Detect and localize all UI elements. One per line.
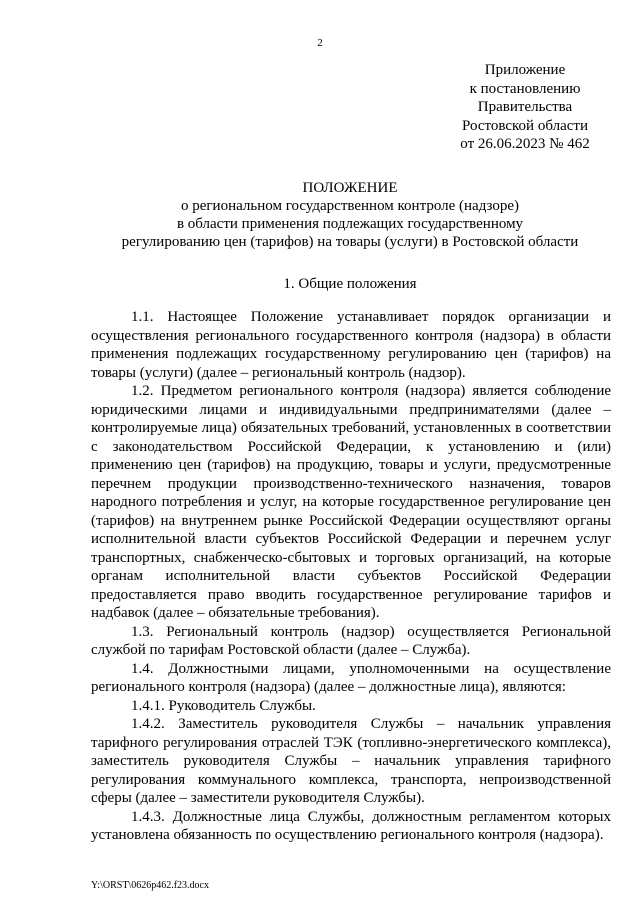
page-number: 2 xyxy=(317,37,323,49)
title-line: регулированию цен (тарифов) на товары (услуги) в Ростовской области xyxy=(121,234,579,250)
section-body xyxy=(91,308,611,845)
appendix-line: к постановлению xyxy=(469,80,581,97)
paragraph: 1.3. Региональный контроль (надзор) осуществляется Региональной службой по тарифам Ростовской области (далее – Служба). xyxy=(91,623,611,658)
title-line: в области применения подлежащих государственному xyxy=(176,216,524,232)
paragraph: 1.2. Предметом регионального контроля (надзора) является соблюдение юридическими лицами и индивидуальными предпринимателями (далее – контролируемые лица) обязательных требований, установленных в соответствии с законодательством Российской Федерации, к установлению и (или) применению цен (тарифов) на продукцию, товары и услуги, предусмотренные перечнем продукции производственно-технического назначения, товаров народного потребления и услуг, на которые государственное регулирование цен (тарифов) на внутреннем рынке Российской Федерации осуществляют органы исполнительной власти субъектов Российской Федерации и перечнем услуг транспортных, снабженческо-сбытовых и торговых организаций, на которые органам исполнительной власти субъектов Российской Федерации предоставляется право вводить государственное регулирование тарифов и надбавок (далее – обязательные требования). xyxy=(91,383,611,621)
paragraph: 1.4. Должностными лицами, уполномоченными на осуществление регионального контроля (надзора) (далее – должностные лица), являются: xyxy=(91,660,611,695)
paragraph: 1.4.2. Заместитель руководителя Службы – начальник управления тарифного регулирования отраслей ТЭК (топливно-энергетического комплекса), заместитель руководителя Службы – начальник управления тарифного регулирования коммунального комплекса, транспорта, непроизводственной сферы (далее – заместители руководителя Службы). xyxy=(91,716,611,806)
appendix-line: Ростовской области xyxy=(462,117,588,134)
paragraph: 1.1. Настоящее Положение устанавливает порядок организации и осуществления регионального государственного контроля (надзора) в области применения подлежащих государственному регулированию цен (тарифов) на товары (услуги) (далее – региональный контроль (надзор). xyxy=(91,309,611,381)
footer-file-path: Y:\ORST\0626p462.f23.docx xyxy=(91,880,209,891)
document-title xyxy=(80,179,620,251)
appendix-line: от 26.06.2023 № 462 xyxy=(460,136,590,153)
paragraph: 1.4.3. Должностные лица Службы, должностным регламентом которых установлена обязанность по осуществлению регионального контроля (надзора). xyxy=(91,808,611,843)
title-line: о региональном государственном контроле (надзоре) xyxy=(180,198,520,214)
appendix-block xyxy=(430,61,620,154)
paragraph: 1.4.1. Руководитель Службы. xyxy=(131,697,316,714)
title-heading: ПОЛОЖЕНИЕ xyxy=(302,180,398,196)
appendix-line: Правительства xyxy=(477,99,573,116)
section-heading: 1. Общие положения xyxy=(283,276,417,292)
appendix-line: Приложение xyxy=(484,62,566,78)
